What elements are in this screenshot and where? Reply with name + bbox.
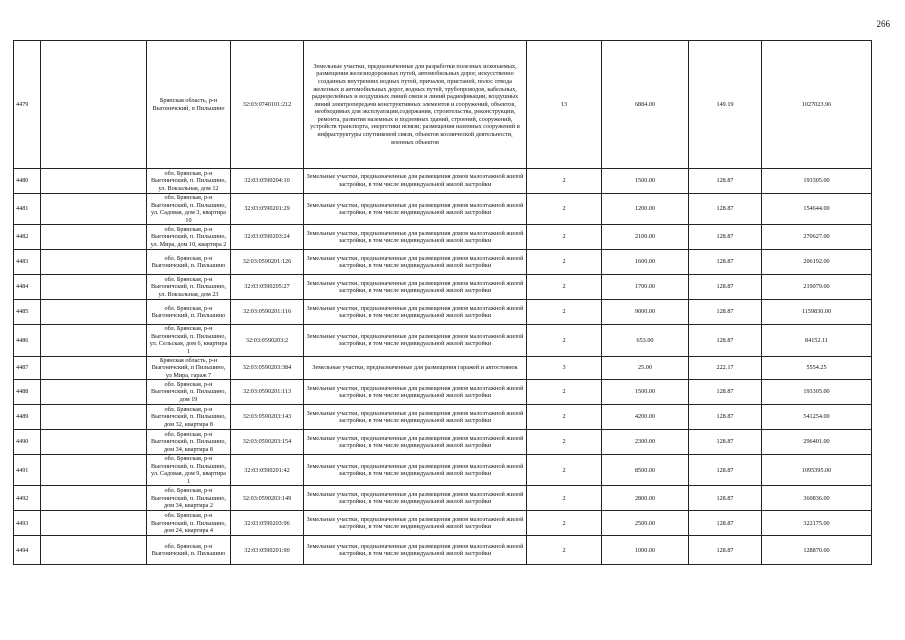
area-cell: 1600.00 — [602, 250, 689, 275]
area-cell: 1200.00 — [602, 194, 689, 225]
row-number: 4493 — [14, 511, 41, 536]
cadastral-value-cell: 296401.00 — [762, 430, 872, 455]
cadastral-number-cell: 32:03:0590205:27 — [231, 275, 304, 300]
empty-cell — [41, 169, 147, 194]
empty-cell — [41, 455, 147, 486]
empty-cell — [41, 275, 147, 300]
empty-cell — [41, 356, 147, 380]
cadastral-number-cell: 32:03:0590203:96 — [231, 511, 304, 536]
empty-cell — [41, 225, 147, 250]
cadastral-number-cell: 32:03:0590203:24 — [231, 225, 304, 250]
area-cell: 8500.00 — [602, 455, 689, 486]
cadastral-number-cell: 32:03:0590203:384 — [231, 356, 304, 380]
area-cell: 4200.00 — [602, 405, 689, 430]
table-row — [14, 511, 872, 536]
land-use-cell: Земельные участки, предназначенные для размещения домов малоэтажной жилой застройки, в том числе индивидуальной жилой застройки — [304, 250, 527, 275]
cadastral-number-cell: 32:03:0590201:126 — [231, 250, 304, 275]
address-cell: Брянская область, р-н Выгоничский, п Пильшино, ул Мира, гараж 7 — [147, 356, 231, 380]
land-use-cell: Земельные участки, предназначенные для размещения домов малоэтажной жилой застройки, в том числе индивидуальной жилой застройки — [304, 486, 527, 511]
unit-price-cell: 128.87 — [689, 405, 762, 430]
row-number: 4487 — [14, 356, 41, 380]
empty-cell — [41, 511, 147, 536]
row-number: 4489 — [14, 405, 41, 430]
cadastral-number-cell: 32:03:0590203:2 — [231, 325, 304, 356]
address-cell: Брянская область, р-н Выгоничский, п Пильшино — [147, 41, 231, 169]
unit-price-cell: 128.87 — [689, 169, 762, 194]
area-cell: 1700.00 — [602, 275, 689, 300]
cadastral-number-cell: 32:03:0590204:10 — [231, 169, 304, 194]
area-cell: 2100.00 — [602, 225, 689, 250]
empty-cell — [41, 194, 147, 225]
cadastral-value-cell: 206192.00 — [762, 250, 872, 275]
cadastral-value-cell: 193305.00 — [762, 380, 872, 405]
table-row — [14, 405, 872, 430]
unit-price-cell: 128.87 — [689, 380, 762, 405]
address-cell: обл. Брянская, р-н Выгоничский, п. Пильшино, дом 19 — [147, 380, 231, 405]
table-row — [14, 225, 872, 250]
empty-cell — [41, 41, 147, 169]
category-cell: 2 — [527, 225, 602, 250]
cadastral-value-cell: 128870.00 — [762, 536, 872, 565]
unit-price-cell: 222.17 — [689, 356, 762, 380]
address-cell: обл. Брянская, р-н Выгоничский, п. Пильшино, ул. Вокзальная, дом 23 — [147, 275, 231, 300]
cadastral-number-cell: 32:03:0590203:149 — [231, 486, 304, 511]
unit-price-cell: 128.87 — [689, 430, 762, 455]
row-number: 4486 — [14, 325, 41, 356]
address-cell: обл. Брянская, р-н Выгоничский, п. Пильшино, дом 32, квартира 8 — [147, 405, 231, 430]
cadastral-number-cell: 32:03:0740101:212 — [231, 41, 304, 169]
land-use-cell: Земельные участки, предназначенные для размещения домов малоэтажной жилой застройки, в том числе индивидуальной жилой застройки — [304, 536, 527, 565]
unit-price-cell: 128.87 — [689, 325, 762, 356]
area-cell: 2800.00 — [602, 486, 689, 511]
area-cell: 2500.00 — [602, 511, 689, 536]
cadastral-value-cell: 1095395.00 — [762, 455, 872, 486]
land-use-cell: Земельные участки, предназначенные для размещения гаражей и автостоянок — [304, 356, 527, 380]
row-number: 4479 — [14, 41, 41, 169]
category-cell: 2 — [527, 430, 602, 455]
table-row — [14, 486, 872, 511]
row-number: 4485 — [14, 300, 41, 325]
row-number: 4484 — [14, 275, 41, 300]
empty-cell — [41, 430, 147, 455]
cadastral-number-cell: 32:03:0590201:29 — [231, 194, 304, 225]
address-cell: обл. Брянская, р-н Выгоничский, п. Пильшино, ул. Вокзальная, дом 12 — [147, 169, 231, 194]
land-use-cell: Земельные участки, предназначенные для размещения домов малоэтажной жилой застройки, в том числе индивидуальной жилой застройки — [304, 455, 527, 486]
category-cell: 2 — [527, 455, 602, 486]
row-number: 4488 — [14, 380, 41, 405]
unit-price-cell: 128.87 — [689, 250, 762, 275]
table-row — [14, 300, 872, 325]
category-cell: 2 — [527, 325, 602, 356]
empty-cell — [41, 405, 147, 430]
table-row — [14, 194, 872, 225]
land-use-cell: Земельные участки, предназначенные для размещения домов малоэтажной жилой застройки, в том числе индивидуальной жилой застройки — [304, 325, 527, 356]
category-cell: 2 — [527, 300, 602, 325]
category-cell: 2 — [527, 511, 602, 536]
cadastral-number-cell: 32:03:0590201:113 — [231, 380, 304, 405]
cadastral-number-cell: 32:03:0590201:42 — [231, 455, 304, 486]
cadastral-value-cell: 541254.00 — [762, 405, 872, 430]
unit-price-cell: 128.87 — [689, 225, 762, 250]
address-cell: обл. Брянская, р-н Выгоничский, п. Пильшино, ул. Садовая, дом 3, квартира 10 — [147, 194, 231, 225]
cadastral-number-cell: 32:03:0590203:154 — [231, 430, 304, 455]
address-cell: обл. Брянская, р-н Выгоничский, п. Пильшино, ул. Мира, дом 10, квартира 2 — [147, 225, 231, 250]
category-cell: 2 — [527, 486, 602, 511]
table-row — [14, 536, 872, 565]
address-cell: обл. Брянская, р-н Выгоничский, п. Пильшино, дом 24, квартира 4 — [147, 511, 231, 536]
cadastral-number-cell: 32:03:0590201:90 — [231, 536, 304, 565]
cadastral-value-cell: 84152.11 — [762, 325, 872, 356]
table-row — [14, 325, 872, 356]
cadastral-number-cell: 32:03:0590201:116 — [231, 300, 304, 325]
row-number: 4491 — [14, 455, 41, 486]
land-registry-table — [13, 40, 872, 565]
land-use-cell: Земельные участки, предназначенные для размещения домов малоэтажной жилой застройки, в том числе индивидуальной жилой застройки — [304, 405, 527, 430]
land-use-cell: Земельные участки, предназначенные для размещения домов малоэтажной жилой застройки, в том числе индивидуальной жилой застройки — [304, 380, 527, 405]
cadastral-value-cell: 1027023.96 — [762, 41, 872, 169]
unit-price-cell: 128.87 — [689, 486, 762, 511]
area-cell: 1000.00 — [602, 536, 689, 565]
land-use-cell: Земельные участки, предназначенные для размещения домов малоэтажной жилой застройки, в том числе индивидуальной жилой застройки — [304, 194, 527, 225]
row-number: 4490 — [14, 430, 41, 455]
category-cell: 3 — [527, 356, 602, 380]
category-cell: 2 — [527, 380, 602, 405]
row-number: 4483 — [14, 250, 41, 275]
unit-price-cell: 128.87 — [689, 511, 762, 536]
address-cell: обл. Брянская, р-н Выгоничский, п. Пильшино, ул. Садовая, дом 9, квартира 1 — [147, 455, 231, 486]
area-cell: 1500.00 — [602, 380, 689, 405]
table-row — [14, 356, 872, 380]
page-number: 266 — [876, 19, 890, 29]
table-row — [14, 169, 872, 194]
cadastral-number-cell: 32:03:0590203:143 — [231, 405, 304, 430]
address-cell: обл. Брянская, р-н Выгоничский, п. Пильшино, ул. Сельская, дом 6, квартира 1 — [147, 325, 231, 356]
row-number: 4492 — [14, 486, 41, 511]
table-body — [14, 41, 872, 565]
area-cell: 9000.00 — [602, 300, 689, 325]
land-use-cell: Земельные участки, предназначенные для размещения домов малоэтажной жилой застройки, в том числе индивидуальной жилой застройки — [304, 300, 527, 325]
category-cell: 2 — [527, 250, 602, 275]
cadastral-value-cell: 360836.00 — [762, 486, 872, 511]
cadastral-value-cell: 322175.00 — [762, 511, 872, 536]
land-use-cell: Земельные участки, предназначенные для размещения домов малоэтажной жилой застройки, в том числе индивидуальной жилой застройки — [304, 430, 527, 455]
empty-cell — [41, 536, 147, 565]
land-use-cell: Земельные участки, предназначенные для размещения домов малоэтажной жилой застройки, в том числе индивидуальной жилой застройки — [304, 225, 527, 250]
table-row — [14, 430, 872, 455]
area-cell: 1500.00 — [602, 169, 689, 194]
cadastral-value-cell: 270627.00 — [762, 225, 872, 250]
unit-price-cell: 128.87 — [689, 275, 762, 300]
row-number: 4480 — [14, 169, 41, 194]
empty-cell — [41, 486, 147, 511]
cadastral-value-cell: 1159830.00 — [762, 300, 872, 325]
land-use-cell: Земельные участки, предназначенные для размещения домов малоэтажной жилой застройки, в том числе индивидуальной жилой застройки — [304, 511, 527, 536]
table-row — [14, 380, 872, 405]
category-cell: 2 — [527, 536, 602, 565]
empty-cell — [41, 325, 147, 356]
row-number: 4481 — [14, 194, 41, 225]
area-cell: 25.00 — [602, 356, 689, 380]
address-cell: обл. Брянская, р-н Выгоничский, п. Пильшино — [147, 300, 231, 325]
area-cell: 2300.00 — [602, 430, 689, 455]
land-use-cell: Земельные участки, предназначенные для разработки полезных ископаемых, размещения железнодорожных путей, автомобильных дорог, искусственно созданных внутренних водных путей, причалов, пристаней, полос отвода железных и автомобильных дорог, водных путей, трубопроводов, кабельных, радиорелейных и воздушных линий связи и линий радиофикации, воздушных линий электропередачи конструктивных элементов и сооружений, объектов, необходимых для эксплуатации,содержания, строительства, реконструкции, ремонта, развития наземных и подземных зданий, строений, сооружений, устройств транспорта, энергетики исвязи; размещения наземных сооружений и инфраструктуры спутниковой связи, объектов космической деятельности, военных объектов — [304, 41, 527, 169]
area-cell: 653.00 — [602, 325, 689, 356]
cadastral-value-cell: 154644.00 — [762, 194, 872, 225]
land-use-cell: Земельные участки, предназначенные для размещения домов малоэтажной жилой застройки, в том числе индивидуальной жилой застройки — [304, 169, 527, 194]
address-cell: обл. Брянская, р-н Выгоничский, п. Пильшино — [147, 536, 231, 565]
area-cell: 6884.00 — [602, 41, 689, 169]
unit-price-cell: 128.87 — [689, 300, 762, 325]
cadastral-value-cell: 193305.00 — [762, 169, 872, 194]
category-cell: 2 — [527, 275, 602, 300]
address-cell: обл. Брянская, р-н Выгоничский, п. Пильшино, дом 34, квартира 2 — [147, 486, 231, 511]
unit-price-cell: 128.87 — [689, 455, 762, 486]
category-cell: 13 — [527, 41, 602, 169]
unit-price-cell: 149.19 — [689, 41, 762, 169]
category-cell: 2 — [527, 194, 602, 225]
table-row — [14, 41, 872, 169]
empty-cell — [41, 250, 147, 275]
unit-price-cell: 128.87 — [689, 536, 762, 565]
table-row — [14, 455, 872, 486]
empty-cell — [41, 380, 147, 405]
address-cell: обл. Брянская, р-н Выгоничский, п. Пильшино, дом 34, квартира 8 — [147, 430, 231, 455]
category-cell: 2 — [527, 169, 602, 194]
row-number: 4482 — [14, 225, 41, 250]
cadastral-value-cell: 5554.25 — [762, 356, 872, 380]
table-row — [14, 275, 872, 300]
land-use-cell: Земельные участки, предназначенные для размещения домов малоэтажной жилой застройки, в том числе индивидуальной жилой застройки — [304, 275, 527, 300]
cadastral-value-cell: 219079.00 — [762, 275, 872, 300]
unit-price-cell: 128.87 — [689, 194, 762, 225]
table-row — [14, 250, 872, 275]
empty-cell — [41, 300, 147, 325]
row-number: 4494 — [14, 536, 41, 565]
category-cell: 2 — [527, 405, 602, 430]
address-cell: обл. Брянская, р-н Выгоничский, п. Пильшино — [147, 250, 231, 275]
